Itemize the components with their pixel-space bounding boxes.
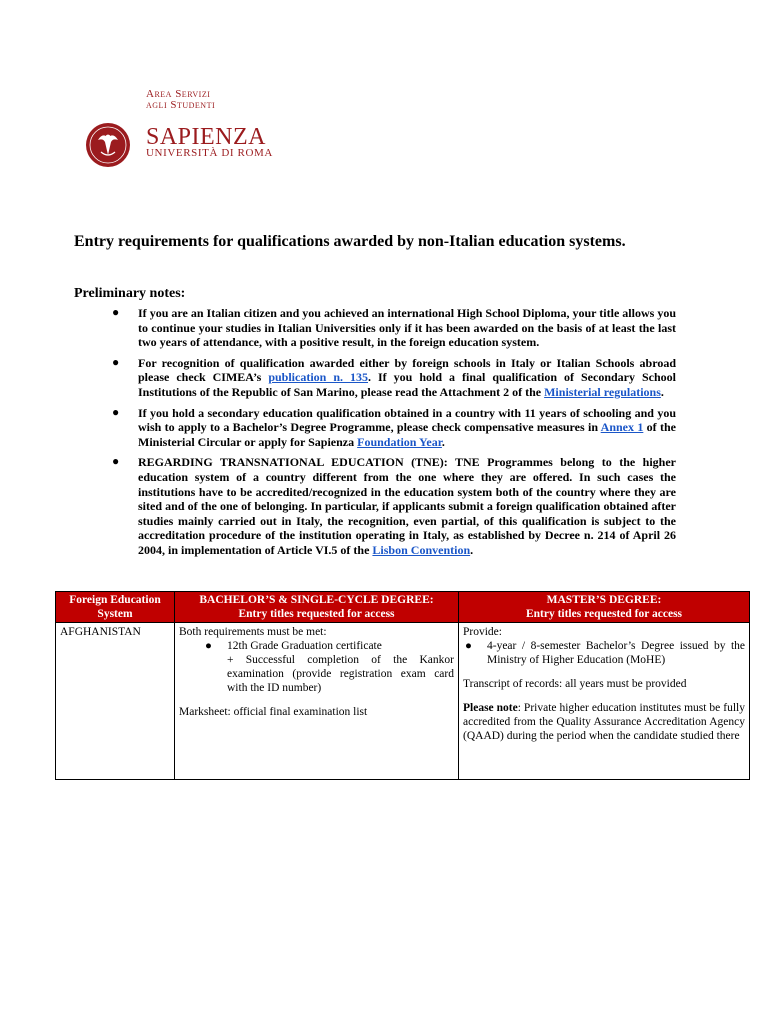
note-text: . — [470, 542, 474, 557]
header-bachelor-title: BACHELOR’S & SINGLE-CYCLE DEGREE: — [199, 594, 434, 606]
note-item — [110, 406, 676, 450]
note-text: . If you hold a final qualification of Secondary School Institutions of the Republic of San Marino, please read the Attachment 2 of the — [138, 370, 676, 399]
bullet-icon: ● — [112, 354, 120, 369]
bachelor-marksheet: Marksheet: official final examination list — [179, 706, 368, 718]
bullet-icon: ● — [112, 454, 120, 469]
master-note-text: : Private higher education institutes must be fully accredited from the Quality Assurance Accreditation Agency (QAAD) during the period when the candidate studied there — [463, 702, 746, 742]
note-text: REGARDING TRANSNATIONAL EDUCATION (TNE): TNE Programmes belong to the higher education system of a country different from the one where they are offered. In such cases the institutions have to be accredited/recognized in the education system both of the country where they are sited and of the one of belonging. In particular, if applicants submit a foreign qualification obtained after studies mainly carried out in Italy, the recognition, even partial, of this qualification is subject to the accreditation procedure of the institution operating in Italy, as established by Decree n. 214 of April 26 2004, in implementation of Article VI.5 of the — [138, 455, 676, 557]
ministerial-regulations-link[interactable]: Ministerial regulations — [544, 384, 661, 399]
bullet-icon: ● — [465, 640, 472, 652]
master-item: ● 4-year / 8-semester Bachelor’s Degree issued by the Ministry of Higher Education (MoHE) — [465, 640, 745, 666]
header-bachelor-subtitle: Entry titles requested for access — [238, 608, 395, 620]
area-servizi-line: Area Servizi — [146, 88, 211, 100]
bullet-icon: ● — [112, 404, 120, 419]
entry-requirements-table — [55, 591, 750, 780]
preliminary-notes-list — [110, 306, 676, 564]
header-master-degree — [459, 592, 750, 623]
note-text: If you are an Italian citizen and you achieved an international High School Diploma, your title allows you to continue your studies in Italian Universities only if it has been awarded on the basis of at least the last two years of attendance, with a positive result, in the foreign education system. — [138, 306, 676, 350]
bachelor-intro: Both requirements must be met: — [179, 626, 327, 638]
note-text: . — [660, 384, 664, 399]
lisbon-convention-link[interactable]: Lisbon Convention — [372, 542, 471, 557]
bullet-icon: ● — [112, 305, 120, 319]
note-text: If you hold a secondary education qualification obtained in a country with 11 years of schooling and you wish to apply to a Bachelor’s Degree Programme, please check compensative measures in — [138, 405, 676, 435]
header-foreign-education-system: Foreign Education System — [56, 592, 175, 623]
country-cell: AFGHANISTAN — [56, 623, 175, 780]
master-intro: Provide: — [463, 626, 502, 638]
note-text: of the Ministerial Circular or apply for Sapienza — [138, 420, 676, 449]
master-note-label: Please note — [463, 702, 518, 714]
bullet-icon: ● — [205, 640, 212, 652]
bachelor-item: ● 12th Grade Graduation certificate — [205, 640, 382, 652]
header-master-subtitle: Entry titles requested for access — [525, 608, 683, 620]
note-item — [110, 306, 676, 350]
agli-studenti-line: agli Studenti — [146, 99, 216, 111]
note-item — [110, 356, 676, 400]
foundation-year-link[interactable]: Foundation Year — [357, 434, 442, 449]
document-title: Entry requirements for qualifications awarded by non-Italian education systems. — [74, 233, 626, 250]
annex-1-link[interactable]: Annex 1 — [600, 420, 644, 435]
header-master-title: MASTER’S DEGREE: — [546, 594, 662, 606]
brand-subtitle: UNIVERSITÀ DI ROMA — [146, 147, 273, 159]
master-transcript: Transcript of records: all years must be provided — [463, 678, 687, 690]
preliminary-notes-heading: Preliminary notes: — [74, 286, 186, 301]
note-text: For recognition of qualification awarded either by foreign schools in Italy or Italian Schools abroad please check CIMEA’s — [138, 355, 676, 385]
master-note — [463, 701, 745, 743]
note-text: . — [441, 434, 445, 449]
note-item — [110, 455, 676, 557]
sapienza-seal-icon — [85, 122, 131, 168]
bachelor-requirements-cell — [175, 623, 459, 780]
master-requirements-cell — [459, 623, 750, 780]
bachelor-item-continuation: + Successful completion of the Kankor examination (provide registration exam card with the ID number) — [227, 654, 454, 694]
table-header-row — [56, 592, 750, 623]
table-row — [56, 623, 750, 780]
brand-name: SAPIENZA — [146, 124, 267, 150]
header-bachelor-degree — [175, 592, 459, 623]
publication-135-link[interactable]: publication n. 135 — [268, 370, 368, 385]
